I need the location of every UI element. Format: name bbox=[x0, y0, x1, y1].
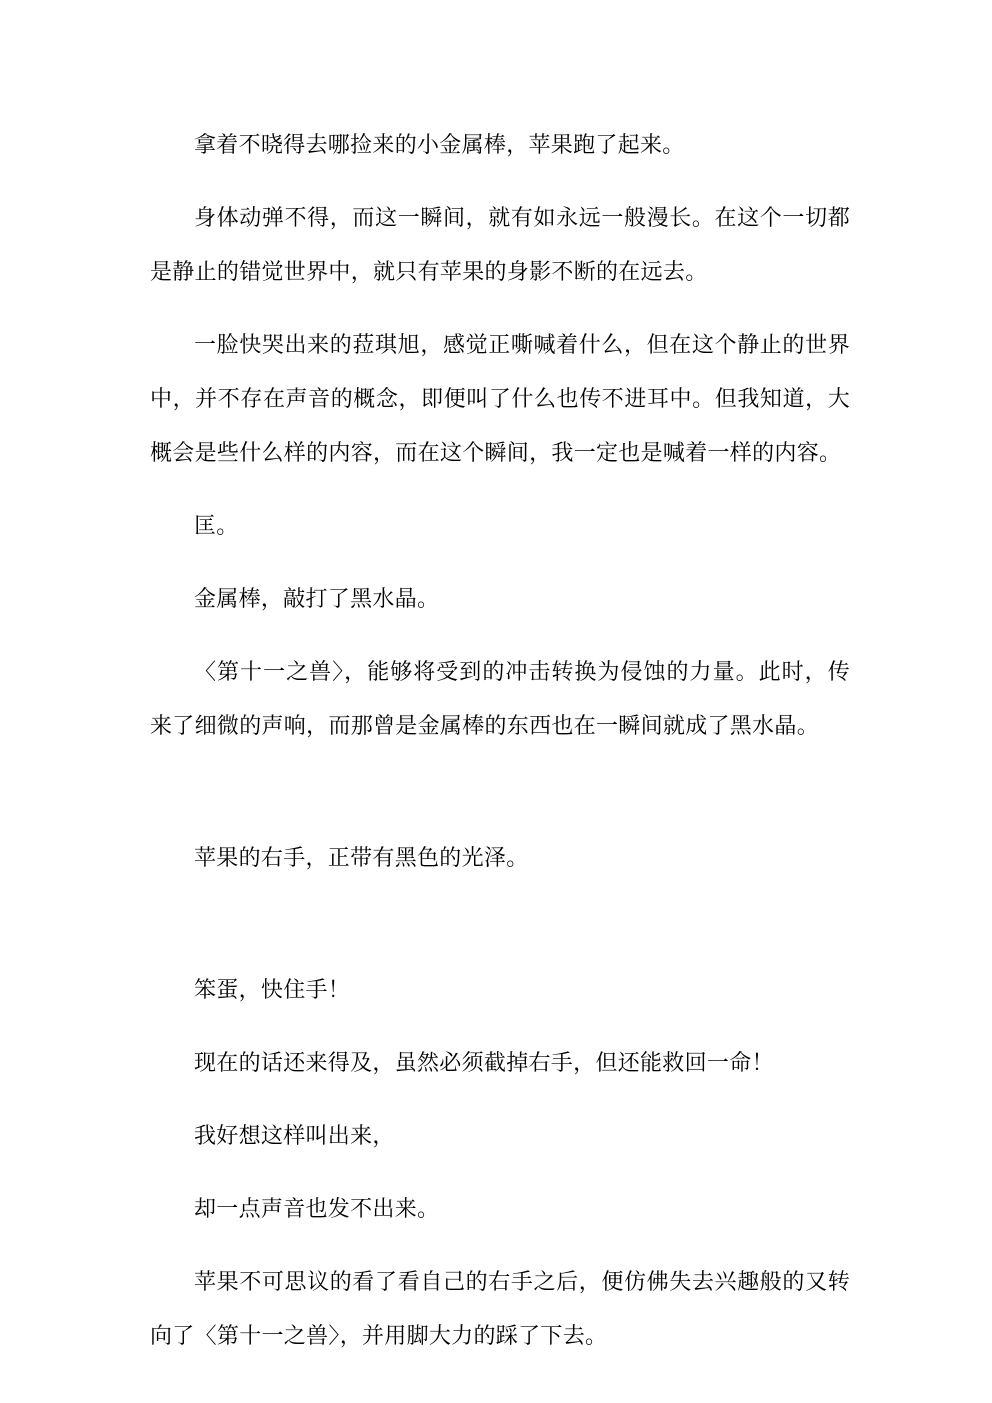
paragraph: 苹果的右手，正带有黑色的光泽。 bbox=[194, 846, 529, 871]
paragraph: 一脸快哭出来的菈琪旭，感觉正嘶喊着什么，但在这个静止的世界中，并不存在声音的概念，即便叫了什么也传不进耳中。但我知道，大概会是些什么样的内容，而在这个瞬间，我一定也是喊着一样的内容。 bbox=[150, 333, 850, 466]
paragraph: 〈第十一之兽〉，能够将受到的冲击转换为侵蚀的力量。此时，传来了细微的声响，而那曾是金属棒的东西也在一瞬间就成了黑水晶。 bbox=[150, 660, 850, 739]
paragraph: 笨蛋，快住手！ bbox=[194, 978, 351, 1003]
body-text bbox=[150, 119, 850, 1383]
blank-line bbox=[150, 773, 850, 832]
paragraph: 苹果不可思议的看了看自己的右手之后，便仿佛失去兴趣般的又转向了〈第十一之兽〉，并用脚大力的踩了下去。 bbox=[150, 1270, 850, 1349]
paragraph: 我好想这样叫出来， bbox=[194, 1124, 395, 1149]
paragraph: 却一点声音也发不出来。 bbox=[194, 1197, 440, 1222]
paragraph: 身体动弹不得，而这一瞬间，就有如永远一般漫长。在这个一切都是静止的错觉世界中，就只有苹果的身影不断的在远去。 bbox=[150, 206, 850, 285]
paragraph: 匡。 bbox=[194, 514, 239, 539]
blank-line bbox=[150, 905, 850, 964]
paragraph: 金属棒，敲打了黑水晶。 bbox=[194, 587, 440, 612]
paragraph: 现在的话还来得及，虽然必须截掉右手，但还能救回一命！ bbox=[194, 1051, 774, 1076]
paragraph: 拿着不晓得去哪捡来的小金属棒，苹果跑了起来。 bbox=[194, 133, 685, 158]
